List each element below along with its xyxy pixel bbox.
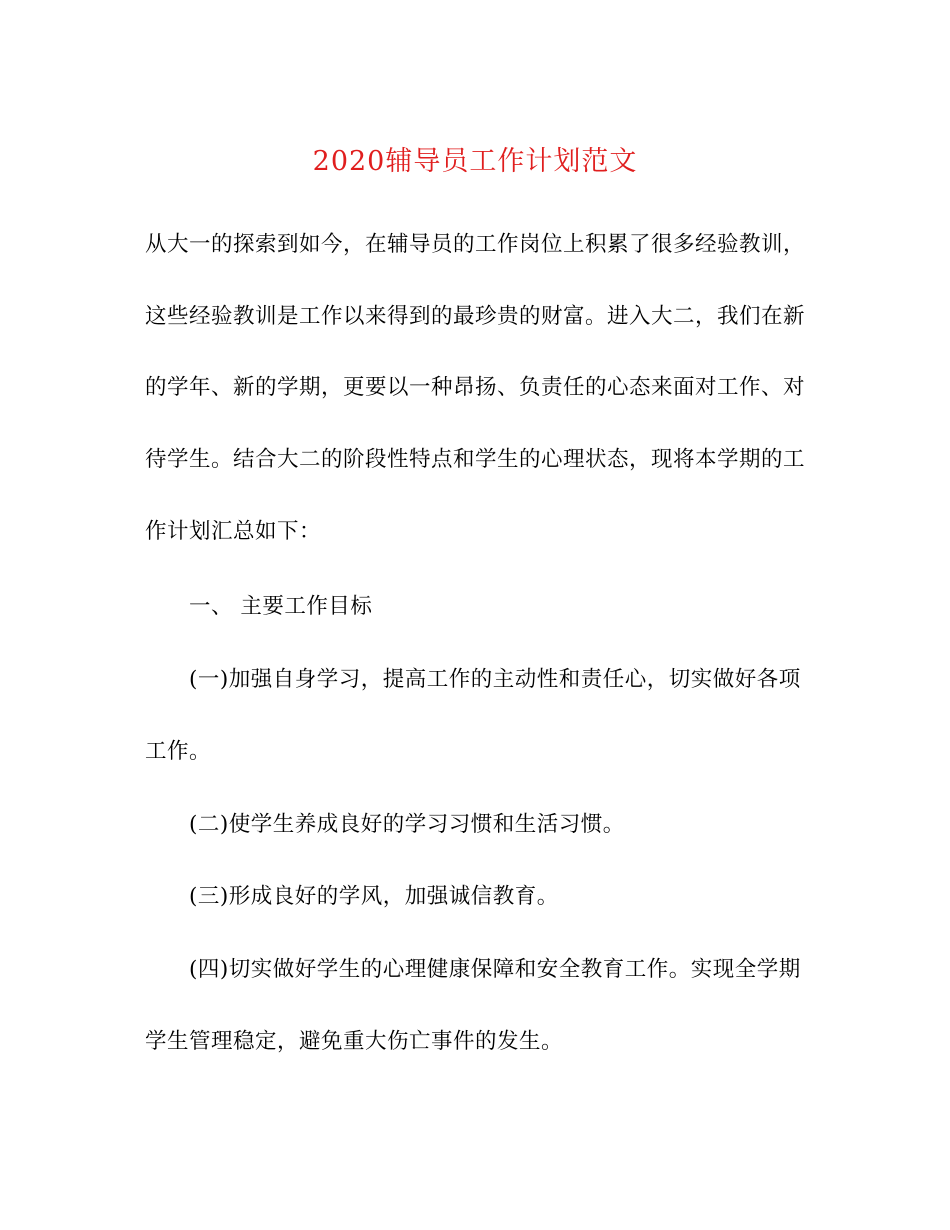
paragraph-line: (四)切实做好学生的心理健康保障和安全教育工作。实现全学期 <box>189 957 801 982</box>
paragraph-line: 从大一的探索到如今，在辅导员的工作岗位上积累了很多经验教训， <box>145 232 806 257</box>
paragraph-line: 待学生。结合大二的阶段性特点和学生的心理状态，现将本学期的工 <box>145 447 806 472</box>
paragraph-line: (二)使学生养成良好的学习习惯和生活习惯。 <box>189 812 625 837</box>
paragraph-line: (三)形成良好的学风，加强诚信教育。 <box>189 884 559 909</box>
section-heading: 一、 主要工作目标 <box>189 594 373 619</box>
document-title: 2020辅导员工作计划范文 <box>312 146 638 177</box>
paragraph-line: 的学年、新的学期，更要以一种昂扬、负责任的心态来面对工作、对 <box>145 375 806 400</box>
paragraph-line: 作计划汇总如下： <box>145 519 322 544</box>
paragraph-line: 这些经验教训是工作以来得到的最珍贵的财富。进入大二，我们在新 <box>145 304 806 329</box>
paragraph-line: 工作。 <box>145 739 212 764</box>
paragraph-line: (一)加强自身学习，提高工作的主动性和责任心，切实做好各项 <box>189 667 801 692</box>
paragraph-line: 学生管理稳定，避免重大伤亡事件的发生。 <box>145 1029 564 1054</box>
